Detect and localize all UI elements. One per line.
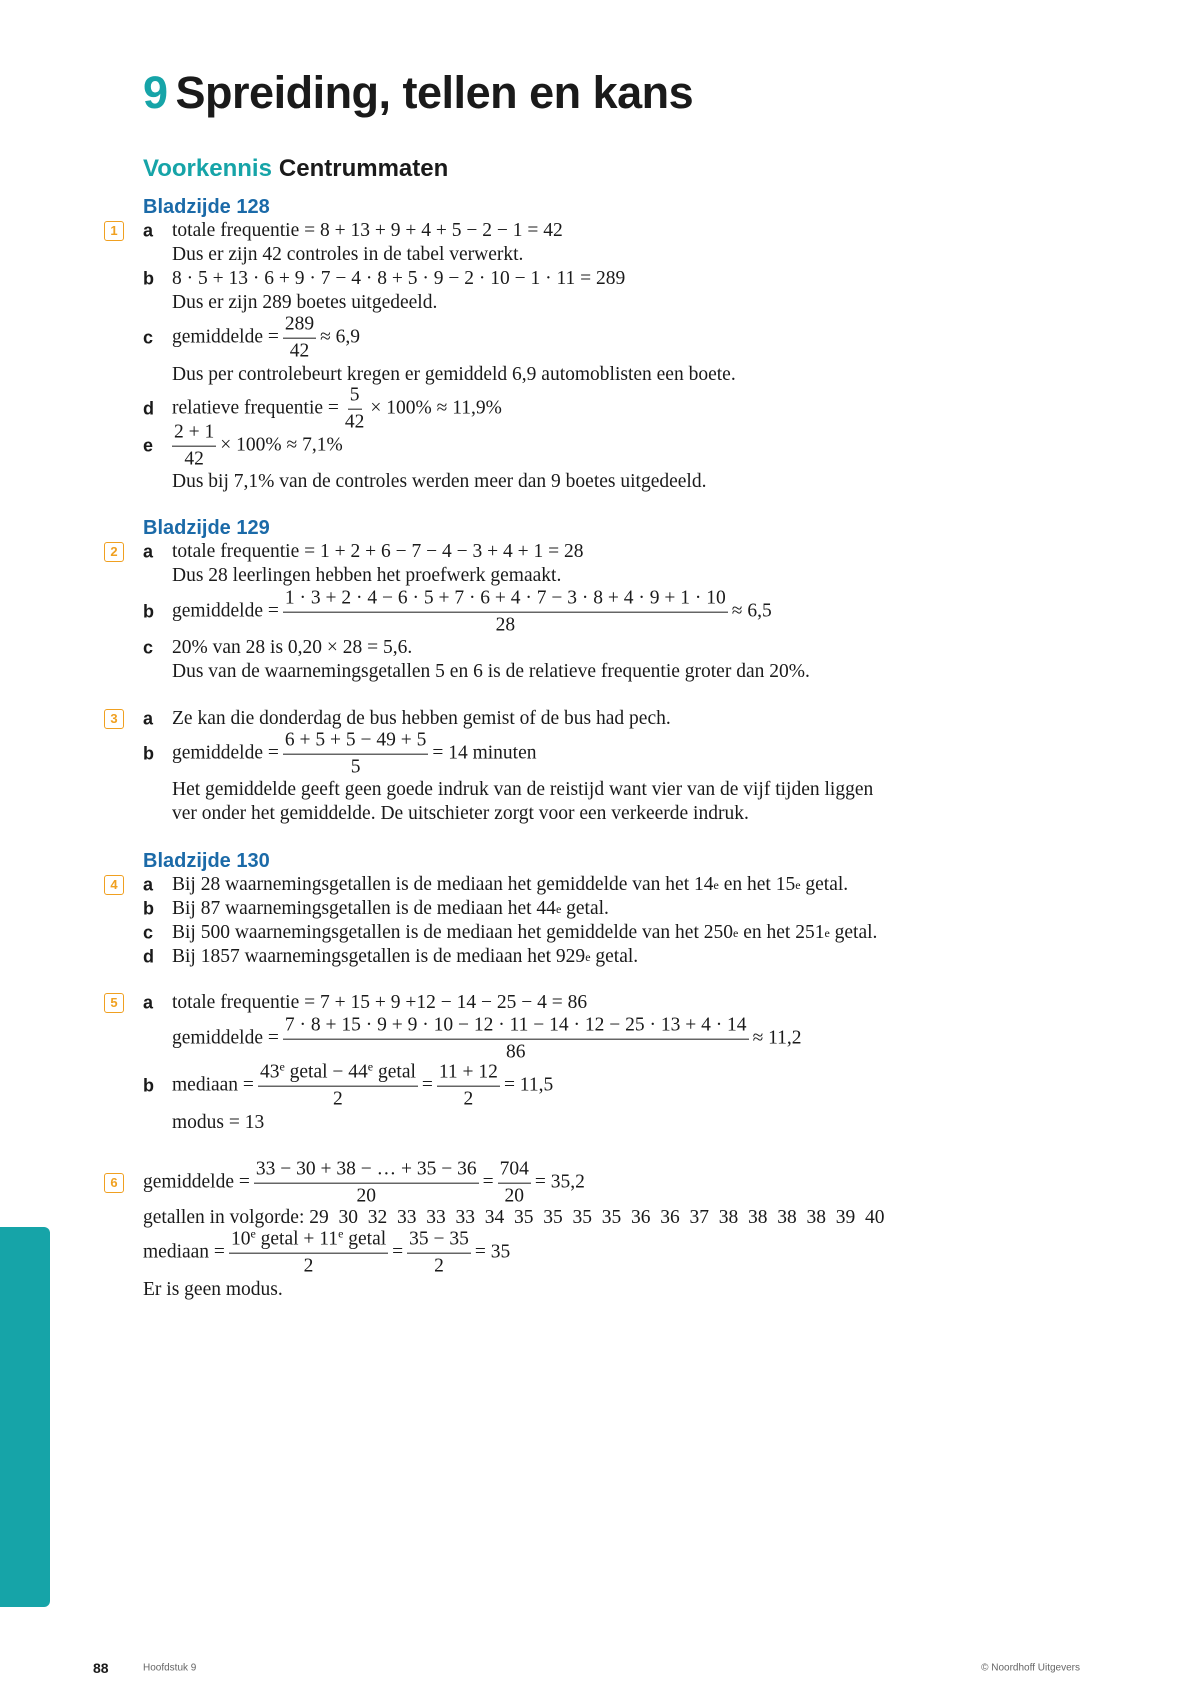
text-part: en het 251 (738, 922, 825, 943)
page-number: 88 (93, 1660, 109, 1676)
chapter-title (143, 67, 694, 118)
text-part: 43 (259, 1061, 280, 1083)
part-letter: a (143, 874, 154, 895)
exercise-number-badge: 5 (104, 993, 124, 1013)
fraction (437, 1062, 500, 1111)
ordinal-suffix: e (367, 1059, 374, 1074)
answer-text: Dus per controlebeurt kregen er gemiddeld 6,9 automoblisten een boete. (172, 364, 736, 385)
part-letter: b (143, 1075, 154, 1096)
formula-label: relatieve frequentie = (172, 398, 339, 419)
page-heading-128: Bladzijde 128 (143, 196, 270, 218)
formula (172, 314, 360, 363)
fraction-numerator: 33 − 30 + 38 − … + 35 − 36 (254, 1159, 479, 1184)
fraction-denominator: 5 (350, 756, 361, 778)
fraction (283, 314, 316, 363)
ordinal-suffix: e (279, 1059, 285, 1074)
answer-text: Bij 87 waarnemingsgetallen is de mediaan het 44 e getal. (172, 898, 609, 919)
part-letter: c (143, 922, 154, 943)
formula-result: ≈ 11,2 (752, 1028, 802, 1049)
formula-label: mediaan = (143, 1242, 225, 1263)
fraction-denominator: 2 (333, 1088, 343, 1110)
text-part: Bij 500 waarnemingsgetallen is de mediaan het gemiddelde van het 250 (172, 922, 734, 943)
formula (143, 1226, 511, 1278)
fraction-denominator: 2 (303, 1255, 314, 1277)
fraction-denominator: 42 (184, 448, 204, 470)
fraction-denominator: 42 (344, 411, 365, 433)
exercise-number-badge: 2 (104, 542, 124, 562)
answer-text: Er is geen modus. (143, 1279, 283, 1300)
fraction (283, 588, 728, 637)
answer-text: Bij 28 waarnemingsgetallen is de mediaan het gemiddelde van het 14 e en het 15 e getal. (172, 874, 849, 895)
text-part: getal. (590, 946, 639, 967)
part-letter: c (143, 637, 154, 658)
part-letter: a (143, 708, 154, 729)
text-part: 10 (230, 1228, 251, 1250)
fraction-denominator: 20 (504, 1185, 524, 1207)
fraction-denominator: 2 (463, 1088, 474, 1110)
formula-label: mediaan = (172, 1075, 254, 1096)
fraction (283, 1015, 749, 1064)
formula-result: = 35,2 (534, 1172, 585, 1193)
answer-text: Ze kan die donderdag de bus hebben gemist of de bus had pech. (172, 708, 671, 729)
footer-chapter: Hoofdstuk 9 (143, 1662, 197, 1674)
ordinal-suffix: e (250, 1226, 256, 1241)
fraction (229, 1226, 388, 1278)
fraction-numerator: 1 · 3 + 2 · 4 − 6 · 5 + 7 · 6 + 4 · 7 − 3 · 8 + 4 · 9 + 1 · 10 (283, 588, 728, 613)
answer-text: Het gemiddelde geeft geen goede indruk van de reistijd want vier van de vijf tijden liggen (172, 779, 874, 800)
fraction-numerator: 35 − 35 (407, 1229, 471, 1254)
formula-result: × 100% ≈ 11,9% (370, 398, 502, 419)
fraction (254, 1159, 479, 1208)
answer-text: Dus er zijn 289 boetes uitgedeeld. (172, 292, 438, 313)
formula-result: = 11,5 (503, 1075, 554, 1096)
fraction-denominator: 42 (289, 340, 310, 362)
formula (172, 1015, 802, 1064)
text-part: getal. (800, 874, 849, 895)
fraction-numerator: 6 + 5 + 5 − 49 + 5 (283, 730, 429, 755)
formula-label: gemiddelde = (172, 601, 279, 622)
answer-text: 20% van 28 is 0,20 × 28 = 5,6. (172, 637, 413, 658)
text-part: getal. (829, 922, 878, 943)
part-letter: d (143, 946, 154, 967)
part-letter: e (143, 435, 154, 456)
answer-text: Dus bij 7,1% van de controles werden meer dan 9 boetes uitgedeeld. (172, 471, 707, 492)
answer-text: Bij 1857 waarnemingsgetallen is de mediaan het 929 e getal. (172, 946, 639, 967)
formula (172, 588, 772, 637)
part-letter: b (143, 268, 154, 289)
fraction-numerator: 289 (283, 314, 316, 339)
part-letter: a (143, 992, 154, 1013)
chapter-number: 9 (143, 67, 168, 118)
formula-label: gemiddelde = (172, 743, 279, 764)
exercise-number-badge: 3 (104, 709, 124, 729)
footer-publisher: © Noordhoff Uitgevers (981, 1662, 1080, 1674)
part-letter: c (143, 327, 154, 348)
ordinal-suffix: e (338, 1226, 344, 1241)
answer-text: modus = 13 (172, 1112, 265, 1133)
equals-sign: = (421, 1075, 433, 1096)
chapter-title-text: Spreiding, tellen en kans (175, 67, 694, 118)
fraction-numerator (229, 1226, 388, 1254)
text-part: getal. (561, 898, 609, 919)
formula-result: ≈ 6,9 (320, 327, 361, 348)
fraction-denominator: 28 (495, 614, 516, 636)
answer-text: Dus 28 leerlingen hebben het proefwerk gemaakt. (172, 565, 562, 586)
fraction (258, 1059, 418, 1111)
text-part: getal (373, 1061, 416, 1083)
section-prefix: Voorkennis (143, 155, 272, 182)
equals-sign: = (392, 1242, 404, 1263)
formula-label: gemiddelde = (172, 1028, 279, 1049)
exercise-number-badge: 1 (104, 221, 124, 241)
formula (172, 730, 537, 779)
formula-label: gemiddelde = (172, 327, 279, 348)
part-letter: d (143, 398, 154, 419)
exercise-number-badge: 4 (104, 875, 124, 895)
text-part: en het 15 (718, 874, 796, 895)
exercise-number-badge: 6 (104, 1173, 124, 1193)
page-heading-130: Bladzijde 130 (143, 850, 270, 872)
equals-sign: = (482, 1172, 494, 1193)
fraction-denominator: 20 (356, 1185, 376, 1207)
formula-result: = 14 minuten (432, 743, 537, 764)
answer-text: Bij 500 waarnemingsgetallen is de mediaan het gemiddelde van het 250 e en het 251 e getal. (172, 922, 878, 943)
part-letter: a (143, 541, 154, 562)
fraction (407, 1229, 471, 1278)
fraction-numerator (258, 1059, 418, 1087)
answer-text: Dus van de waarnemingsgetallen 5 en 6 is de relatieve frequentie groter dan 20%. (172, 661, 810, 682)
answer-text: Dus er zijn 42 controles in de tabel verwerkt. (172, 244, 524, 265)
fraction-numerator: 5 (348, 385, 362, 410)
fraction-numerator: 2 + 1 (172, 422, 216, 447)
text-part: getal − 44 (284, 1061, 368, 1083)
text-part: Bij 87 waarnemingsgetallen is de mediaan het 44 (172, 898, 556, 919)
chapter-side-tab (0, 1227, 50, 1607)
text-part: Bij 1857 waarnemingsgetallen is de mediaan het 929 (172, 946, 586, 967)
part-letter: b (143, 898, 154, 919)
answer-text: totale frequentie = 1 + 2 + 6 − 7 − 4 − 3 + 4 + 1 = 28 (172, 541, 584, 562)
part-letter: b (143, 601, 154, 622)
fraction (283, 730, 429, 779)
answer-text: 8 · 5 + 13 · 6 + 9 · 7 − 4 · 8 + 5 · 9 − 2 · 10 − 1 · 11 = 289 (172, 268, 626, 289)
answer-text: totale frequentie = 7 + 15 + 9 +12 − 14 − 25 − 4 = 86 (172, 992, 588, 1013)
formula-result: ≈ 6,5 (731, 601, 772, 622)
formula-result: = 35 (474, 1242, 511, 1263)
text-part: Bij 28 waarnemingsgetallen is de mediaan het gemiddelde van het 14 (172, 874, 714, 895)
fraction (172, 422, 216, 471)
formula-result: × 100% ≈ 7,1% (220, 435, 343, 456)
part-letter: a (143, 220, 154, 241)
text-part: getal + 11 (255, 1228, 339, 1250)
fraction (343, 385, 367, 434)
answer-text: getallen in volgorde: 29 30 32 33 33 33 34 35 35 35 35 36 36 37 38 38 38 38 39 40 (143, 1207, 885, 1228)
section-title (143, 157, 448, 181)
section-title-text: Centrummaten (278, 155, 449, 182)
formula-label: gemiddelde = (143, 1172, 250, 1193)
formula (172, 1059, 554, 1111)
part-letter: b (143, 743, 154, 764)
fraction-numerator: 11 + 12 (437, 1062, 500, 1087)
formula (143, 1159, 585, 1208)
fraction-numerator: 7 · 8 + 15 · 9 + 9 · 10 − 12 · 11 − 14 · 12 − 25 · 13 + 4 · 14 (283, 1015, 749, 1040)
fraction-numerator: 704 (498, 1159, 531, 1184)
formula (168, 422, 343, 471)
fraction (498, 1159, 531, 1208)
page-heading-129: Bladzijde 129 (143, 517, 270, 539)
fraction-denominator: 2 (434, 1255, 444, 1277)
answer-text: ver onder het gemiddelde. De uitschieter zorgt voor een verkeerde indruk. (172, 803, 749, 824)
text-part: getal (343, 1228, 387, 1250)
answer-text: totale frequentie = 8 + 13 + 9 + 4 + 5 − 2 − 1 = 42 (172, 220, 563, 241)
fraction-denominator: 86 (505, 1041, 526, 1063)
